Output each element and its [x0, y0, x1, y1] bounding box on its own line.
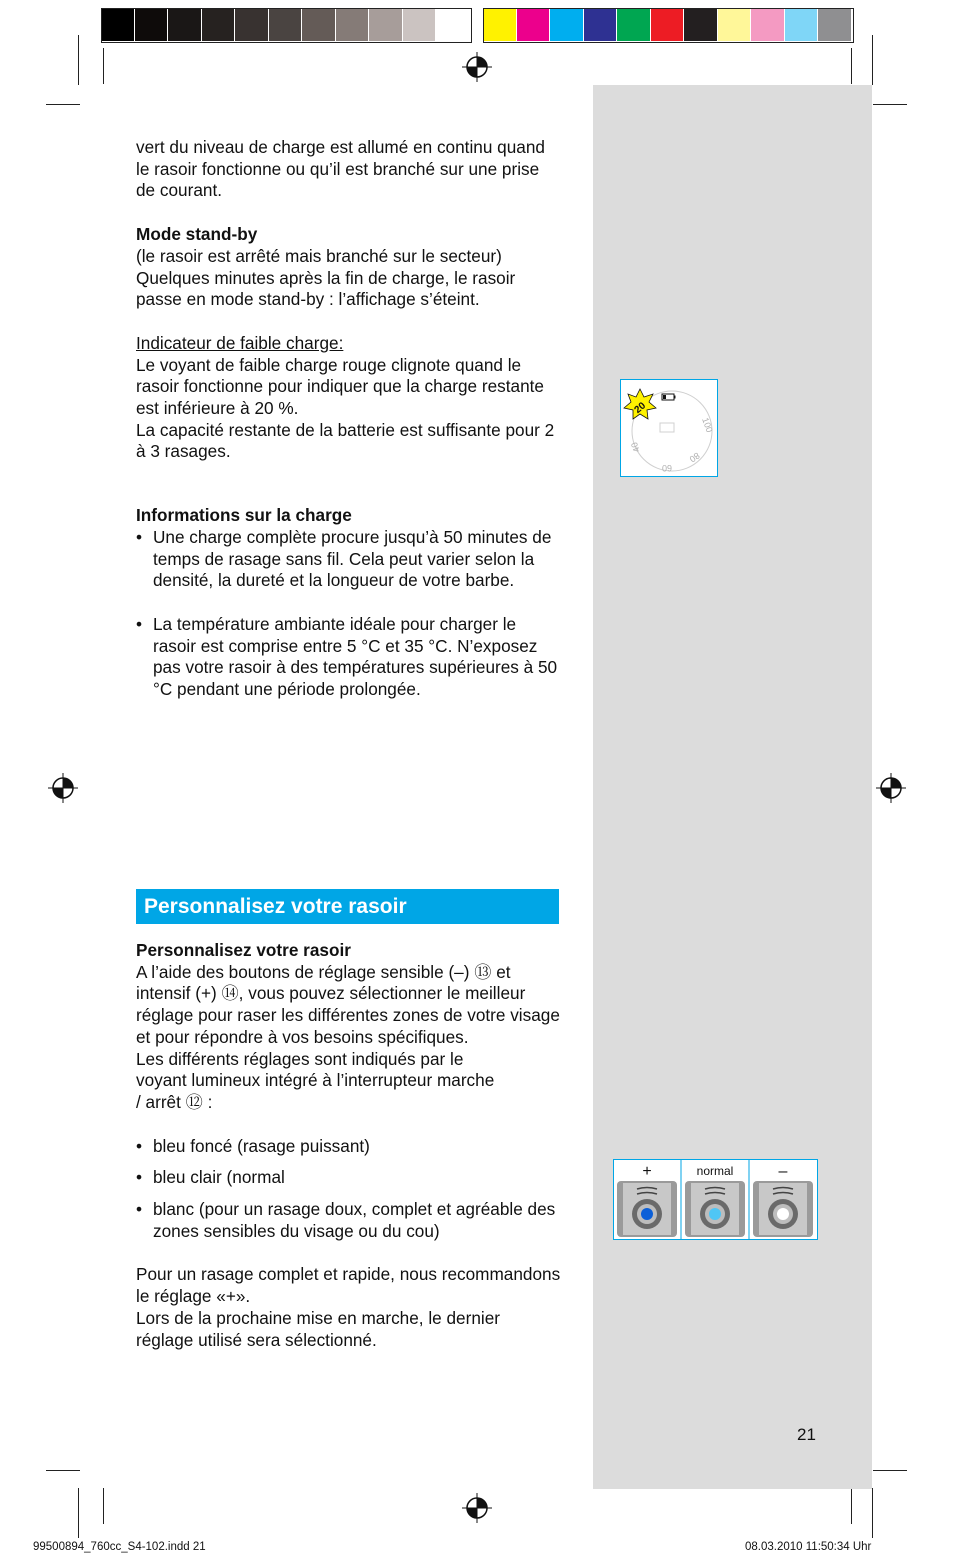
paragraph: La capacité restante de la batterie est suffisante pour 2 à 3 rasages.	[136, 419, 555, 462]
crop-mark	[851, 48, 852, 84]
crop-mark	[103, 48, 104, 84]
shaving-modes-illustration	[613, 1159, 818, 1240]
paragraph: Pour un rasage complet et rapide, nous recommandons le réglage «+».	[136, 1264, 561, 1307]
section-text	[136, 940, 561, 1351]
page-number: 21	[797, 1425, 816, 1444]
text-column	[136, 137, 561, 701]
battery-dial-illustration	[620, 379, 718, 477]
paragraph: Quelques minutes après la fin de charge, le rasoir passe en mode stand-by : l’affichage s’éteint.	[136, 267, 516, 310]
crop-mark	[78, 35, 79, 85]
registration-mark-icon	[462, 52, 492, 82]
crop-mark	[873, 104, 907, 105]
dial-label-40: 40	[629, 440, 642, 454]
dial-label-100: 100	[700, 416, 715, 434]
paragraph: Le voyant de faible charge rouge clignote quand le rasoir fonctionne pour indiquer que la charge restante est inférieure à 20 %.	[136, 354, 544, 419]
list-item: • blanc (pour un rasage doux, complet et agréable des zones sensibles du visage ou du cou)	[136, 1199, 561, 1242]
list-item: • La température ambiante idéale pour charger le rasoir est comprise entre 5 °C et 35 °C. N’exposez pas votre rasoir à des températures supérieures à 50 °C pendant une période prolongée.	[136, 614, 561, 701]
crop-mark	[103, 1488, 104, 1524]
paragraph: vert du niveau de charge est allumé en continu quand le rasoir fonctionne ou qu’il est branché sur une prise de courant.	[136, 137, 545, 201]
list-item: • bleu clair (normal	[136, 1167, 561, 1189]
registration-mark-icon	[48, 773, 78, 803]
registration-mark-icon	[876, 773, 906, 803]
paragraph: A l’aide des boutons de réglage sensible (–) ⑬ et intensif (+) ⑭, vous pouvez sélectionner le meilleur réglage pour raser les différentes zones de votre visage et pour répondre à vos besoins spécifiques.	[136, 961, 560, 1047]
list-item: • Une charge complète procure jusqu’à 50 minutes de temps de rasage sans fil. Cela peut varier selon la densité, la dureté et la longueur de votre barbe.	[136, 527, 561, 592]
mode-dark-blue-icon	[617, 1181, 677, 1237]
crop-mark	[873, 1470, 907, 1471]
list-item: • bleu foncé (rasage puissant)	[136, 1136, 561, 1158]
crop-mark	[872, 1488, 873, 1538]
dial-label-60: 60	[661, 463, 672, 473]
section-heading: Personnalisez votre rasoir	[136, 889, 559, 924]
dial-label-80: 80	[687, 450, 702, 465]
mode-plus-label: +	[642, 1163, 652, 1180]
footer-timestamp: 08.03.2010 11:50:34 Uhr	[745, 1541, 872, 1553]
crop-mark	[78, 1488, 79, 1538]
standby-title: Mode stand-by	[136, 224, 258, 245]
registration-mark-icon	[462, 1493, 492, 1523]
paragraph: Lors de la prochaine mise en marche, le dernier réglage utilisé sera sélectionné.	[136, 1307, 500, 1350]
charge-info-title: Informations sur la charge	[136, 505, 352, 526]
mode-normal-label: normal	[696, 1164, 734, 1178]
color-bar-frame	[101, 8, 472, 43]
crop-mark	[851, 1488, 852, 1524]
crop-mark	[872, 35, 873, 85]
color-bar-frame	[483, 8, 854, 43]
mode-light-blue-icon	[685, 1181, 745, 1237]
paragraph: (le rasoir est arrêté mais branché sur le secteur)	[136, 245, 502, 266]
footer-file-info: 99500894_760cc_S4-102.indd 21	[33, 1541, 206, 1553]
mode-white-icon	[753, 1181, 813, 1237]
crop-mark	[46, 104, 80, 105]
sidebar-panel	[593, 85, 872, 1489]
section-subtitle: Personnalisez votre rasoir	[136, 940, 351, 960]
dial-burst-label: 20	[632, 400, 649, 416]
crop-mark	[46, 1470, 80, 1471]
low-charge-title: Indicateur de faible charge:	[136, 332, 344, 353]
paragraph: Les différents réglages sont indiqués par le voyant lumineux intégré à l’interrupteur marche / arrêt ⑫ :	[136, 1048, 495, 1112]
mode-minus-label: –	[778, 1163, 788, 1180]
